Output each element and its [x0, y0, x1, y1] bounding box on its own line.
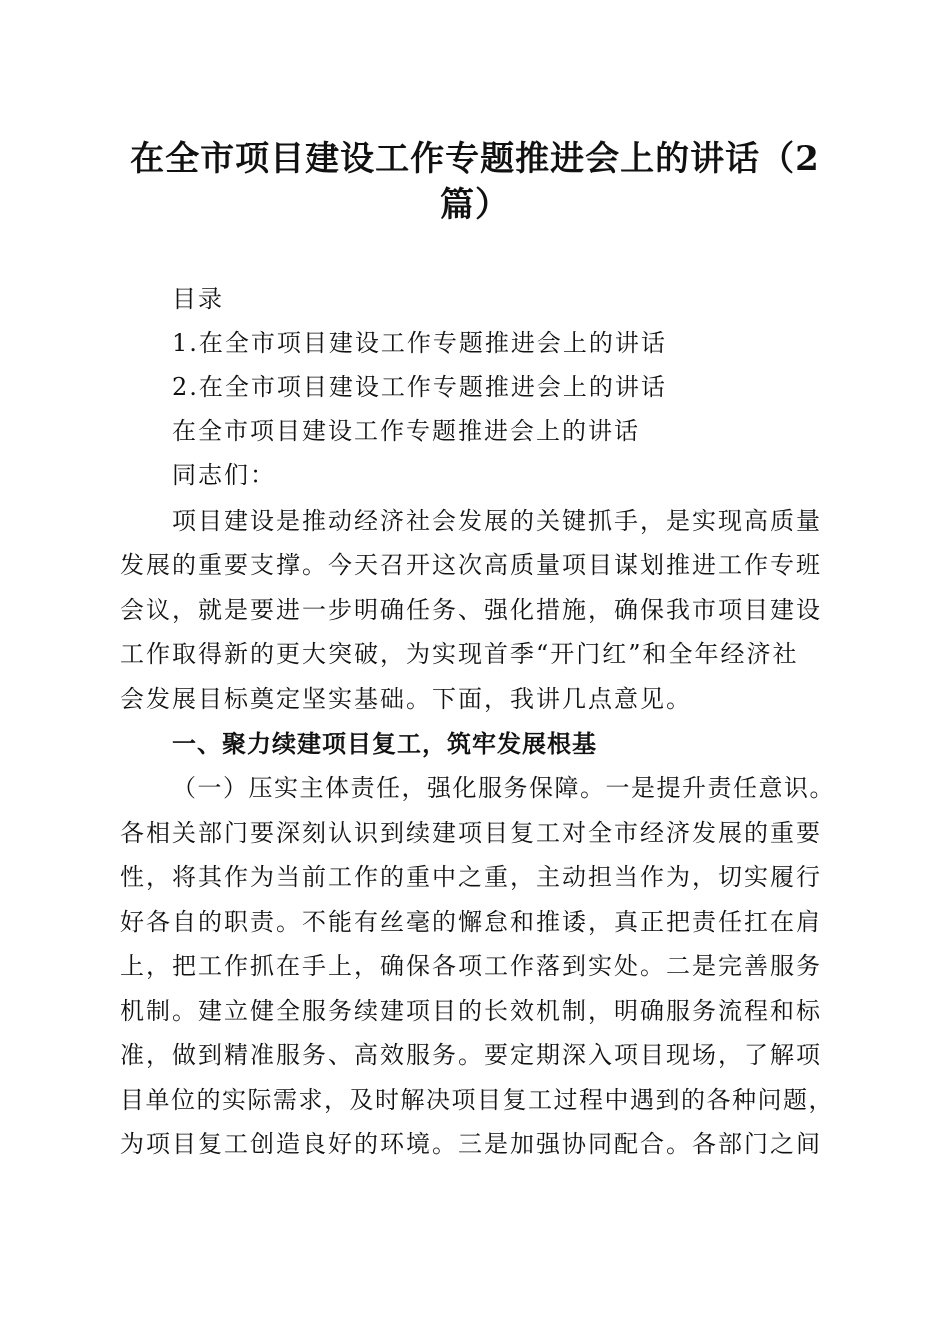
document-title	[120, 136, 830, 228]
paragraph-line: 好各自的职责。不能有丝毫的懈怠和推诿，真正把责任扛在肩	[120, 908, 822, 936]
paragraph-line: （一）压实主体责任，强化服务保障。一是提升责任意识。	[172, 774, 835, 802]
paragraph-line: 目单位的实际需求，及时解决项目复工过程中遇到的各种问题，	[120, 1086, 834, 1114]
toc-item: 2.在全市项目建设工作专题推进会上的讲话	[172, 373, 667, 401]
paragraph-line: 各相关部门要深刻认识到续建项目复工对全市经济发展的重要	[120, 819, 822, 847]
title-line-2: 篇）	[440, 185, 510, 225]
paragraph-line: 会议，就是要进一步明确任务、强化措施，确保我市项目建设	[120, 596, 822, 624]
paragraph-line: 性，将其作为当前工作的重中之重，主动担当作为，切实履行	[120, 863, 822, 891]
paragraph-line: 为项目复工创造良好的环境。三是加强协同配合。各部门之间	[120, 1130, 822, 1158]
salutation: 同志们：	[172, 461, 276, 489]
title-line-1: 在全市项目建设工作专题推进会上的讲话（2	[130, 139, 820, 179]
paragraph-line: 上，把工作抓在手上，确保各项工作落到实处。二是完善服务	[120, 952, 822, 980]
paragraph-line: 会发展目标奠定坚实基础。下面，我讲几点意见。	[120, 685, 692, 713]
paragraph-line: 机制。建立健全服务续建项目的长效机制，明确服务流程和标	[120, 997, 822, 1025]
toc-heading: 目录	[172, 285, 224, 313]
section-heading: 一、聚力续建项目复工，筑牢发展根基	[172, 729, 597, 758]
section-title: 在全市项目建设工作专题推进会上的讲话	[172, 417, 640, 445]
paragraph-line: 项目建设是推动经济社会发展的关键抓手，是实现高质量	[172, 507, 822, 535]
toc-item: 1.在全市项目建设工作专题推进会上的讲话	[172, 329, 667, 357]
paragraph-line: 工作取得新的更大突破，为实现首季“开门红”和全年经济社	[120, 640, 799, 668]
paragraph-line: 发展的重要支撑。今天召开这次高质量项目谋划推进工作专班	[120, 551, 822, 579]
paragraph-line: 准，做到精准服务、高效服务。要定期深入项目现场，了解项	[120, 1041, 822, 1069]
